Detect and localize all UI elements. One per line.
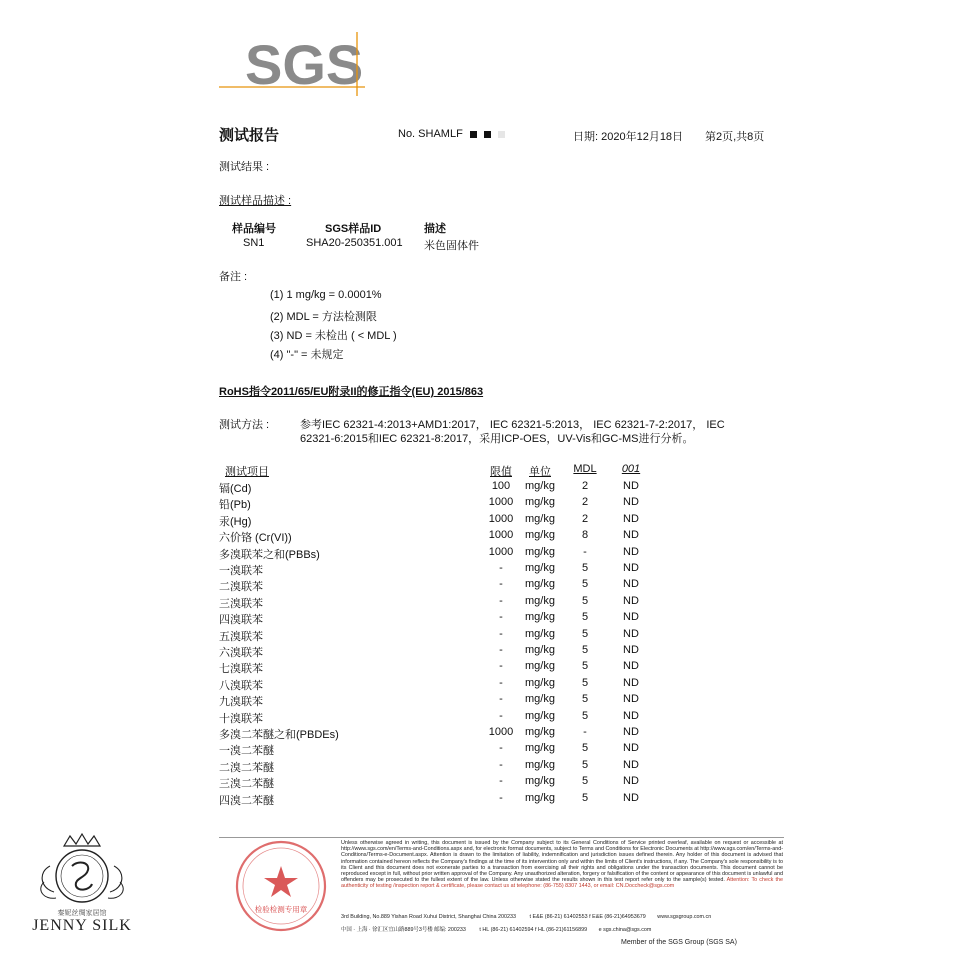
- limit-cell: -: [499, 791, 503, 804]
- mdl-cell: 5: [581, 709, 589, 722]
- unit-cell: mg/kg: [525, 480, 555, 492]
- table-row: [219, 726, 659, 742]
- result-cell: ND: [623, 578, 639, 591]
- table-row: [219, 792, 659, 808]
- report-date: 日期: 2020年12月18日: [573, 131, 684, 143]
- mdl-cell: 5: [581, 775, 589, 788]
- result-cell: ND: [623, 627, 639, 640]
- redaction-mark: [484, 131, 491, 138]
- table-row: [219, 595, 659, 611]
- header-result: 001: [621, 463, 641, 475]
- limit-cell: -: [499, 644, 503, 656]
- unit-cell: mg/kg: [525, 660, 555, 673]
- redaction-mark: [498, 131, 505, 138]
- page-number: 第2页,共8页: [705, 131, 765, 143]
- unit-cell: mg/kg: [525, 545, 555, 558]
- test-item-cell: 七溴联苯: [219, 663, 263, 676]
- result-cell: ND: [623, 709, 639, 722]
- method-text-line1: 参考IEC 62321-4:2013+AMD1:2017， IEC 62321-5:2013， IEC 62321-7-2:2017， IEC: [300, 419, 725, 431]
- mdl-cell: 5: [581, 594, 589, 607]
- unit-cell: mg/kg: [525, 775, 555, 788]
- unit-cell: mg/kg: [525, 562, 555, 574]
- brand-name: JENNY SILK: [32, 917, 132, 934]
- footer-address-cn: 中国 · 上海 · 徐汇区宜山路889号3号楼 邮编: 200233 t HL (86-21) 61402594 f HL (86-21)61156899 e sgs.china@sgs.com: [341, 927, 652, 933]
- sgs-logo-text: SGS: [245, 33, 364, 96]
- limit-cell: 1000: [488, 529, 514, 542]
- stamp-star-icon: [264, 866, 298, 897]
- result-cell: ND: [623, 775, 639, 788]
- test-item-cell: 镉(Cd): [219, 483, 252, 495]
- result-cell: ND: [623, 594, 639, 607]
- mdl-cell: 2: [581, 512, 589, 525]
- test-item-cell: 四溴联苯: [219, 614, 263, 627]
- result-cell: ND: [623, 758, 639, 771]
- test-item-cell: 多溴二苯醚之和(PBDEs): [219, 729, 339, 741]
- sample-description-label: 测试样品描述 :: [219, 195, 292, 207]
- mdl-cell: -: [583, 545, 587, 558]
- header-unit: 单位: [529, 466, 551, 478]
- test-item-cell: 多溴联苯之和(PBBs): [219, 548, 320, 561]
- mdl-cell: 5: [581, 578, 589, 591]
- mdl-cell: 8: [581, 529, 589, 542]
- report-number: No. SHAMLF: [398, 128, 505, 140]
- limit-cell: -: [499, 594, 503, 607]
- stamp-text: 检验检测专用章: [254, 905, 308, 914]
- footer-member: Member of the SGS Group (SGS SA): [621, 939, 737, 946]
- limit-cell: -: [499, 676, 503, 689]
- unit-cell: mg/kg: [525, 578, 555, 591]
- unit-cell: mg/kg: [525, 709, 555, 722]
- table-row: [219, 660, 659, 676]
- limit-cell: 1000: [488, 512, 514, 525]
- redaction-mark: [470, 131, 477, 138]
- mdl-cell: 5: [581, 791, 589, 804]
- mdl-cell: 5: [581, 660, 589, 673]
- unit-cell: mg/kg: [525, 791, 555, 804]
- mdl-cell: 5: [581, 562, 589, 574]
- table-row: [219, 677, 659, 693]
- method-label: 测试方法 :: [219, 419, 270, 431]
- table-row: [219, 644, 659, 660]
- limit-cell: 1000: [488, 545, 514, 558]
- limit-cell: -: [499, 611, 503, 624]
- result-cell: ND: [623, 611, 639, 624]
- method-text-line2: 62321-6:2015和IEC 62321-8:2017，采用ICP-OES，UV-Vis和GC-MS进行分析。: [300, 433, 694, 445]
- table-row: [219, 578, 659, 594]
- sample-header-sgs-id: SGS样品ID: [325, 223, 382, 235]
- sample-description-value: 米色固体件: [424, 240, 479, 252]
- mdl-cell: 5: [581, 693, 589, 706]
- unit-cell: mg/kg: [525, 496, 555, 509]
- header-mdl: MDL: [573, 463, 597, 475]
- mdl-cell: 5: [581, 676, 589, 689]
- result-cell: ND: [623, 644, 639, 656]
- test-item-cell: 八溴联苯: [219, 679, 263, 692]
- result-cell: ND: [623, 726, 639, 738]
- result-cell: ND: [623, 676, 639, 689]
- limit-cell: -: [499, 578, 503, 591]
- mdl-cell: 5: [581, 742, 589, 755]
- unit-cell: mg/kg: [525, 594, 555, 607]
- notes-label: 备注 :: [219, 271, 248, 283]
- note-item: (3) ND = 未检出 ( < MDL ): [270, 330, 397, 342]
- test-item-cell: 六价铬 (Cr(VI)): [219, 532, 292, 545]
- note-item: (1) 1 mg/kg = 0.0001%: [270, 289, 382, 301]
- mdl-cell: 2: [581, 480, 589, 492]
- mdl-cell: 2: [581, 496, 589, 509]
- limit-cell: -: [499, 709, 503, 722]
- limit-cell: -: [499, 693, 503, 706]
- test-item-cell: 六溴联苯: [219, 647, 263, 659]
- header-test-item: 测试项目: [225, 466, 269, 478]
- mdl-cell: 5: [581, 611, 589, 624]
- limit-cell: -: [499, 660, 503, 673]
- sample-id-value: SN1: [243, 237, 265, 249]
- result-cell: ND: [623, 480, 639, 492]
- limit-cell: -: [499, 562, 503, 574]
- limit-cell: 100: [491, 480, 511, 492]
- result-cell: ND: [623, 693, 639, 706]
- result-cell: ND: [623, 562, 639, 574]
- brand-subtitle: 秦妮丝绸家居馆: [57, 910, 107, 917]
- header-limit: 限值: [490, 466, 512, 478]
- test-item-cell: 四溴二苯醚: [219, 794, 274, 807]
- limit-cell: 1000: [488, 496, 514, 509]
- sample-header-description: 描述: [424, 223, 446, 235]
- test-item-cell: 一溴联苯: [219, 565, 263, 577]
- limit-cell: 1000: [488, 726, 514, 738]
- table-row: [219, 480, 659, 496]
- unit-cell: mg/kg: [525, 758, 555, 771]
- footer-attention: Attention: To check the authenticity of testing /inspection report & certificate, please contact us at telephone: (86-755) 8307 1443, or email: CN.Doccheck@sgs.com: [341, 877, 783, 890]
- unit-cell: mg/kg: [525, 742, 555, 755]
- result-cell: ND: [623, 512, 639, 525]
- mdl-cell: 5: [581, 644, 589, 656]
- result-cell: ND: [623, 660, 639, 673]
- unit-cell: mg/kg: [525, 693, 555, 706]
- test-item-cell: 铅(Pb): [219, 499, 251, 512]
- mdl-cell: 5: [581, 627, 589, 640]
- limit-cell: -: [499, 758, 503, 771]
- footer-address-en: 3rd Building, No.889 Yishan Road Xuhui District, Shanghai China 200233 t E&E (86-21) 61402553 f E&E (86-21)64953679 www.sgsgroup.com.cn: [341, 914, 712, 920]
- test-item-cell: 十溴联苯: [219, 712, 263, 725]
- test-item-cell: 二溴联苯: [219, 581, 263, 594]
- unit-cell: mg/kg: [525, 627, 555, 640]
- sgs-logo: [219, 28, 365, 96]
- table-row: [219, 759, 659, 775]
- table-row: [219, 742, 659, 758]
- unit-cell: mg/kg: [525, 726, 555, 738]
- table-row: [219, 529, 659, 545]
- limit-cell: -: [499, 627, 503, 640]
- test-item-cell: 三溴二苯醚: [219, 778, 274, 791]
- sample-sgs-id-value: SHA20-250351.001: [306, 237, 403, 249]
- footer-disclaimer: Unless otherwise agreed in writing, this document is issued by the Company subject to its General Conditions of Service printed overleaf, available on request or accessible at http://www.sgs.com/en/Terms-and-Conditions.aspx and, for electronic format documents, subject to Terms and Conditions for Electronic Documents at http://www.sgs.com/en/Terms-and-Conditions/Terms-e-Document.aspx. Attention is drawn to the limitation of liability, indemnification and jurisdiction issues defined therein. Any holder of this document is advised that information contained hereon reflects the Company's findings at the time of its intervention only and within the limits of Client's instructions, if any. The Company's sole responsibility is to its Client and this document does not exonerate parties to a transaction from exercising all their rights and obligations under the transaction documents. This document cannot be reproduced except in full, without prior written approval of the Company. Any unauthorized alteration, forgery or falsification of the content or appearance of this document is unlawful and offenders may be prosecuted to the fullest extent of the law. Unless otherwise stated the results shown in this test report refer only to the sample(s) tested. Attention: To check the authenticity of testing /inspection report & certificate, please contact us at telephone: (86-755) 8307 1443, or email: CN.Doccheck@sgs.com: [341, 840, 783, 890]
- test-item-cell: 汞(Hg): [219, 515, 252, 528]
- limit-cell: -: [499, 742, 503, 755]
- sample-header-id: 样品编号: [232, 223, 276, 235]
- note-item: (2) MDL = 方法检测限: [270, 311, 377, 323]
- section-title: RoHS指令2011/65/EU附录II的修正指令(EU) 2015/863: [219, 386, 484, 398]
- report-title: 测试报告: [219, 127, 280, 144]
- official-stamp: [227, 838, 335, 940]
- limit-cell: -: [499, 775, 503, 788]
- result-cell: ND: [623, 529, 639, 542]
- test-item-cell: 一溴二苯醚: [219, 745, 274, 758]
- table-row: [219, 693, 659, 709]
- results-label: 测试结果 :: [219, 161, 270, 173]
- test-item-cell: 三溴联苯: [219, 597, 263, 610]
- table-row: [219, 513, 659, 529]
- result-cell: ND: [623, 545, 639, 558]
- crown-emblem-icon: [30, 832, 134, 912]
- table-row: [219, 611, 659, 627]
- table-row: [219, 562, 659, 578]
- table-row: [219, 775, 659, 791]
- result-cell: ND: [623, 791, 639, 804]
- table-row: [219, 710, 659, 726]
- unit-cell: mg/kg: [525, 676, 555, 689]
- unit-cell: mg/kg: [525, 644, 555, 656]
- table-row: [219, 496, 659, 512]
- unit-cell: mg/kg: [525, 529, 555, 542]
- table-row: [219, 628, 659, 644]
- table-row: [219, 546, 659, 562]
- measurement-header-row: [219, 463, 659, 479]
- mdl-cell: 5: [581, 758, 589, 771]
- result-cell: ND: [623, 496, 639, 509]
- test-item-cell: 二溴二苯醚: [219, 761, 274, 774]
- result-cell: ND: [623, 742, 639, 755]
- test-item-cell: 九溴联苯: [219, 696, 263, 709]
- mdl-cell: -: [583, 726, 587, 738]
- unit-cell: mg/kg: [525, 512, 555, 525]
- test-item-cell: 五溴联苯: [219, 630, 263, 643]
- note-item: (4) "-" = 未规定: [270, 349, 344, 361]
- unit-cell: mg/kg: [525, 611, 555, 624]
